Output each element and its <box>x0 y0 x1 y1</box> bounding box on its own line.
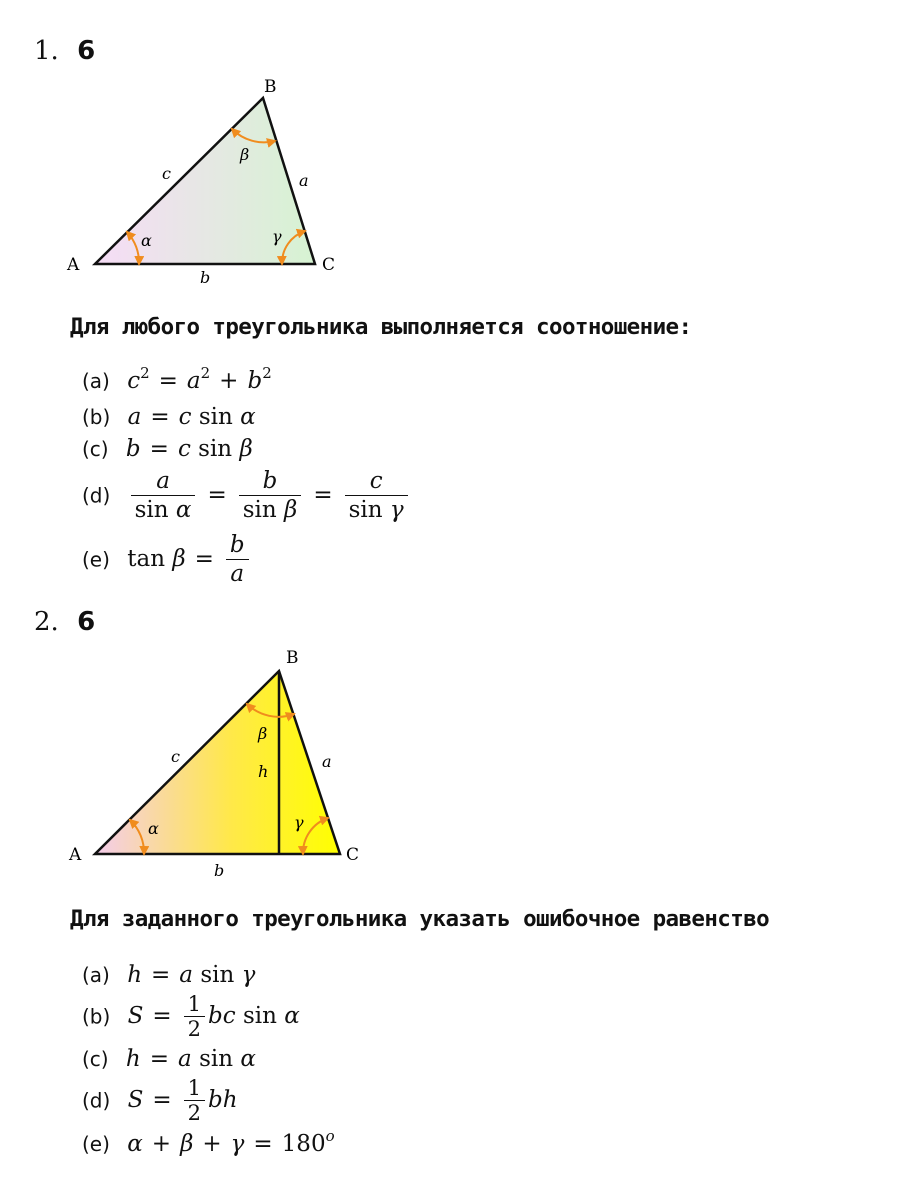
option-formula: h = a sin γ <box>127 962 256 988</box>
angle-alpha-label: α <box>141 231 152 250</box>
option-1b[interactable] <box>82 404 256 430</box>
question-number: 2. <box>34 607 59 637</box>
height-h-label: h <box>258 762 269 781</box>
option-formula: tan β = $\frac{b}{a}$ <box>127 546 251 572</box>
option-1a[interactable] <box>82 364 272 394</box>
triangle-figure-1 <box>60 70 360 292</box>
side-b-label: b <box>214 861 225 880</box>
question-2-prompt: Для заданного треугольника указать ошибочное равенство <box>70 906 770 932</box>
option-label: (a) <box>82 369 110 393</box>
option-formula: $\alpha + \beta + \gamma = 180^o$ <box>127 1127 335 1157</box>
angle-gamma-label: γ <box>294 813 304 832</box>
option-formula: b = c sin β <box>125 436 253 462</box>
option-1d[interactable] <box>82 467 411 524</box>
question-points: 6 <box>77 607 96 637</box>
option-label: (d) <box>82 1088 111 1113</box>
option-label: (d) <box>82 483 111 508</box>
vertex-a-label: A <box>67 255 80 275</box>
side-c-label: c <box>171 747 180 766</box>
option-2e[interactable] <box>82 1127 335 1157</box>
option-formula: $c^2 = a^2 + b^2$ <box>127 364 272 394</box>
vertex-b-label: B <box>286 648 299 668</box>
option-formula: S = $\frac{1}{2}$ bh <box>127 1076 238 1125</box>
side-a-label: a <box>322 752 332 771</box>
option-label: (c) <box>82 1047 109 1071</box>
angle-beta-label: β <box>258 724 268 743</box>
vertex-c-label: C <box>346 845 360 865</box>
angle-gamma-label: γ <box>272 227 282 246</box>
side-c-label: c <box>162 164 171 183</box>
side-a-label: a <box>299 171 309 190</box>
option-formula: S = $\frac{1}{2}$ bc sin α <box>127 992 300 1041</box>
option-2d[interactable] <box>82 1076 238 1125</box>
option-formula: a = c sin α <box>127 404 256 430</box>
vertex-a-label: A <box>69 845 82 865</box>
question-1-prompt: Для любого треугольника выполняется соотношение: <box>70 314 692 340</box>
side-b-label: b <box>200 268 211 287</box>
angle-beta-label: β <box>240 145 250 164</box>
triangle-shape <box>95 98 315 264</box>
option-label: (b) <box>82 1004 111 1029</box>
angle-alpha-label: α <box>148 819 159 838</box>
option-2b[interactable] <box>82 992 300 1041</box>
option-label: (e) <box>82 1132 110 1156</box>
option-formula: $\frac{a}{\text{sin α}}$ = $\frac{b}{\text{sin β}}$ = $\frac{c}{\text{sin γ}}$ <box>128 482 411 508</box>
option-label: (b) <box>82 405 111 429</box>
option-2a[interactable] <box>82 962 255 988</box>
question-points: 6 <box>77 36 96 66</box>
option-2c[interactable] <box>82 1046 256 1072</box>
question-1-header <box>34 36 95 66</box>
option-label: (e) <box>82 547 110 572</box>
vertex-c-label: C <box>322 255 336 275</box>
option-formula: h = a sin α <box>125 1046 256 1072</box>
option-label: (a) <box>82 963 110 987</box>
vertex-b-label: B <box>264 77 277 97</box>
triangle-figure-2 <box>60 640 380 882</box>
question-number: 1. <box>34 36 59 66</box>
question-2-header <box>34 607 95 637</box>
option-label: (c) <box>82 437 109 461</box>
option-1c[interactable] <box>82 436 253 462</box>
option-1e[interactable] <box>82 531 252 588</box>
